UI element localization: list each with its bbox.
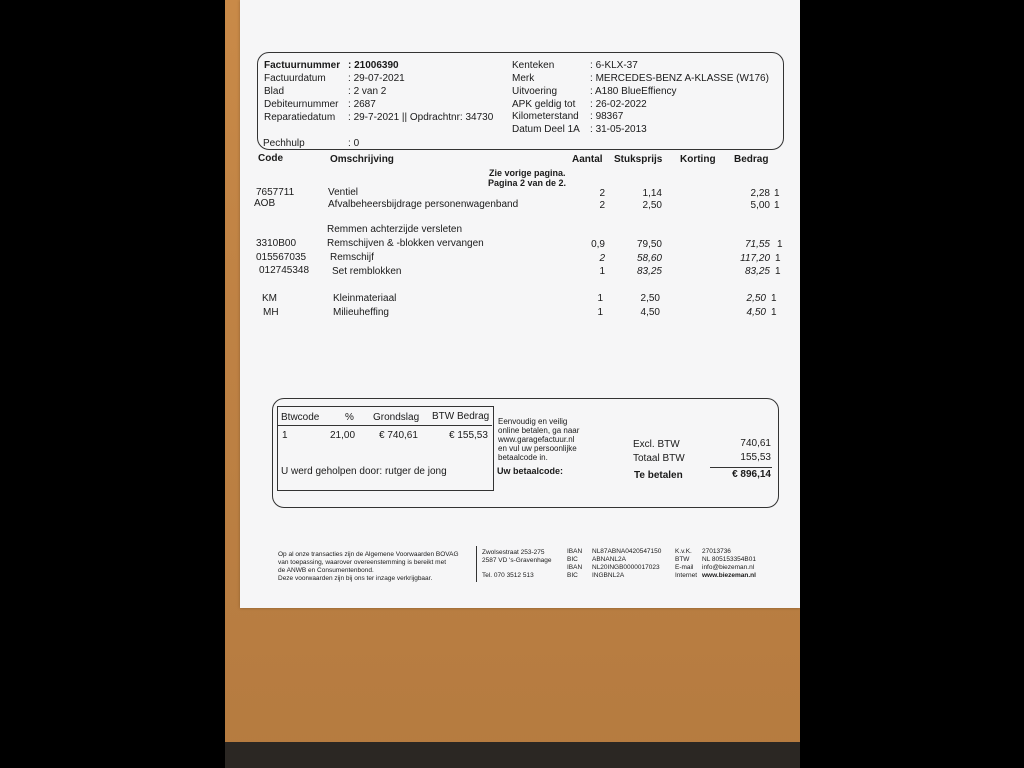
row-amount: 2,50 bbox=[746, 293, 766, 304]
row-code: 012745348 bbox=[259, 265, 310, 276]
footer-divider bbox=[476, 546, 477, 582]
value-factuurnummer: : 21006390 bbox=[348, 60, 399, 71]
col-code: Code bbox=[258, 153, 283, 164]
note-page-number: Pagina 2 van de 2. bbox=[488, 178, 567, 188]
label-blad: Blad bbox=[264, 86, 285, 97]
row-desc: Set remblokken bbox=[332, 266, 402, 277]
row-qty: 2 bbox=[599, 253, 605, 264]
terms-line: de ANWB en Consumentenbond. bbox=[278, 567, 374, 574]
floor-strip bbox=[225, 742, 800, 768]
row-qty: 1 bbox=[597, 307, 603, 318]
row-qty: 0,9 bbox=[591, 239, 605, 250]
payment-line: www.garagefactuur.nl bbox=[498, 435, 575, 444]
value-uitvoering: : A180 BlueEffiency bbox=[590, 86, 677, 97]
row-qty: 1 bbox=[599, 266, 605, 277]
label-pechhulp: Pechhulp bbox=[263, 138, 305, 149]
bank-value: NL87ABNA0420547150 bbox=[592, 548, 662, 555]
btw-code-value: 1 bbox=[282, 430, 288, 441]
terms-line: Deze voorwaarden zijn bij ons ter inzage verkrijgbaar. bbox=[278, 575, 433, 582]
row-amount: 83,25 bbox=[744, 266, 770, 277]
background-right bbox=[800, 0, 1024, 768]
bank-value: ABNANL2A bbox=[592, 556, 626, 563]
value-datum-deel-1a: : 31-05-2013 bbox=[590, 124, 647, 135]
label-debiteurnummer: Debiteurnummer bbox=[264, 99, 339, 110]
col-korting: Korting bbox=[680, 154, 716, 165]
excl-btw-value: 740,61 bbox=[740, 438, 771, 449]
btw-col-grondslag: Grondslag bbox=[373, 412, 420, 423]
row-vat: 1 bbox=[777, 239, 783, 250]
label-reparatiedatum: Reparatiedatum bbox=[264, 112, 336, 123]
row-amount: 4,50 bbox=[746, 307, 766, 318]
row-code: 3310B00 bbox=[256, 238, 297, 249]
btw-col-bedrag: BTW Bedrag bbox=[432, 411, 490, 422]
btw-col-code: Btwcode bbox=[281, 412, 320, 423]
row-vat: 1 bbox=[774, 200, 780, 211]
te-betalen-label: Te betalen bbox=[634, 470, 683, 481]
terms-line: Op al onze transacties zijn de Algemene Voorwaarden BOVAG bbox=[278, 551, 459, 558]
reg-value: NL 805153354B01 bbox=[702, 556, 756, 563]
reg-value: info@biezeman.nl bbox=[702, 564, 755, 571]
value-pechhulp: : 0 bbox=[348, 138, 360, 149]
value-blad: : 2 van 2 bbox=[348, 86, 387, 97]
bank-label: BIC bbox=[567, 556, 578, 563]
row-code: AOB bbox=[254, 198, 276, 209]
bank-label: IBAN bbox=[567, 564, 583, 571]
payment-code-label: Uw betaalcode: bbox=[497, 466, 564, 476]
row-code: KM bbox=[262, 293, 277, 304]
row-code: 015567035 bbox=[256, 252, 307, 263]
value-factuurdatum: : 29-07-2021 bbox=[348, 73, 405, 84]
reg-value: 27013736 bbox=[702, 548, 731, 555]
address-line: 2587 VD 's-Gravenhage bbox=[482, 557, 552, 564]
row-vat: 1 bbox=[774, 188, 780, 199]
col-aantal: Aantal bbox=[572, 154, 603, 165]
payment-line: online betalen, ga naar bbox=[498, 426, 580, 435]
row-vat: 1 bbox=[775, 266, 781, 277]
btw-grondslag-value: € 740,61 bbox=[379, 430, 418, 441]
label-merk: Merk bbox=[512, 73, 535, 84]
payment-line: en vul uw persoonlijke bbox=[498, 444, 577, 453]
row-qty: 1 bbox=[597, 293, 603, 304]
btw-bedrag-value: € 155,53 bbox=[449, 430, 488, 441]
section-heading: Remmen achterzijde versleten bbox=[327, 224, 463, 235]
row-price: 1,14 bbox=[642, 188, 662, 199]
row-price: 4,50 bbox=[640, 307, 660, 318]
total-underline bbox=[710, 467, 772, 468]
reg-value: www.biezeman.nl bbox=[702, 572, 756, 579]
value-debiteurnummer: : 2687 bbox=[348, 99, 376, 110]
address-line: Zwolsestraat 253-275 bbox=[482, 549, 545, 556]
bank-value: NL20INGB0000017023 bbox=[592, 564, 660, 571]
row-price: 2,50 bbox=[642, 200, 662, 211]
value-merk: : MERCEDES-BENZ A-KLASSE (W176) bbox=[590, 73, 769, 84]
label-kenteken: Kenteken bbox=[512, 60, 555, 71]
row-amount: 5,00 bbox=[750, 200, 770, 211]
row-price: 83,25 bbox=[636, 266, 662, 277]
row-price: 2,50 bbox=[640, 293, 660, 304]
helped-by: U werd geholpen door: rutger de jong bbox=[281, 466, 447, 477]
row-amount: 2,28 bbox=[750, 188, 770, 199]
totaal-btw-label: Totaal BTW bbox=[633, 453, 685, 464]
row-code: 7657711 bbox=[256, 187, 295, 198]
totaal-btw-value: 155,53 bbox=[740, 452, 771, 463]
row-desc: Remschijven & -blokken vervangen bbox=[327, 238, 484, 249]
background-left bbox=[0, 0, 225, 768]
value-apk: : 26-02-2022 bbox=[590, 99, 647, 110]
btw-percent-value: 21,00 bbox=[330, 430, 356, 441]
row-desc: Remschijf bbox=[330, 252, 374, 263]
row-vat: 1 bbox=[775, 253, 781, 264]
row-amount: 71,55 bbox=[744, 239, 770, 250]
value-reparatiedatum: : 29-7-2021 || Opdrachtnr: 34730 bbox=[348, 112, 494, 123]
btw-col-percent: % bbox=[345, 412, 354, 423]
reg-label: K.v.K. bbox=[675, 548, 692, 555]
row-qty: 2 bbox=[599, 188, 605, 199]
row-price: 58,60 bbox=[636, 253, 662, 264]
payment-line: betaalcode in. bbox=[498, 453, 548, 462]
reg-label: E-mail bbox=[675, 564, 694, 571]
bank-label: BIC bbox=[567, 572, 578, 579]
col-bedrag: Bedrag bbox=[734, 154, 769, 165]
label-kilometerstand: Kilometerstand bbox=[512, 111, 579, 122]
row-code: MH bbox=[263, 307, 279, 318]
row-qty: 2 bbox=[599, 200, 605, 211]
row-vat: 1 bbox=[771, 293, 777, 304]
col-stuksprijs: Stuksprijs bbox=[614, 154, 663, 165]
row-desc: Milieuheffing bbox=[333, 307, 389, 318]
excl-btw-label: Excl. BTW bbox=[633, 439, 680, 450]
label-datum-deel-1a: Datum Deel 1A bbox=[512, 124, 580, 135]
label-uitvoering: Uitvoering bbox=[512, 86, 558, 97]
bank-label: IBAN bbox=[567, 548, 583, 555]
terms-line: van toepassing, waarover overeenstemming is bereikt met bbox=[278, 559, 446, 566]
row-desc: Kleinmateriaal bbox=[333, 293, 397, 304]
te-betalen-value: € 896,14 bbox=[732, 469, 771, 480]
label-factuurnummer: Factuurnummer bbox=[264, 60, 341, 71]
value-kilometerstand: : 98367 bbox=[590, 111, 624, 122]
row-vat: 1 bbox=[771, 307, 777, 318]
col-omschrijving: Omschrijving bbox=[330, 154, 394, 165]
bank-value: INGBNL2A bbox=[592, 572, 625, 579]
phone-line: Tel. 070 3512 513 bbox=[482, 572, 534, 579]
row-desc: Ventiel bbox=[328, 187, 359, 198]
label-factuurdatum: Factuurdatum bbox=[264, 73, 326, 84]
label-apk: APK geldig tot bbox=[512, 99, 576, 110]
row-price: 79,50 bbox=[636, 239, 662, 250]
payment-line: Eenvoudig en veilig bbox=[498, 417, 568, 426]
row-desc: Afvalbeheersbijdrage personenwagenband bbox=[328, 199, 519, 210]
reg-label: BTW bbox=[675, 556, 690, 563]
btw-header-divider bbox=[277, 425, 492, 426]
note-previous-page: Zie vorige pagina. bbox=[489, 168, 566, 178]
reg-label: Internet bbox=[675, 572, 698, 579]
value-kenteken: : 6-KLX-37 bbox=[590, 60, 638, 71]
row-amount: 117,20 bbox=[740, 253, 770, 264]
